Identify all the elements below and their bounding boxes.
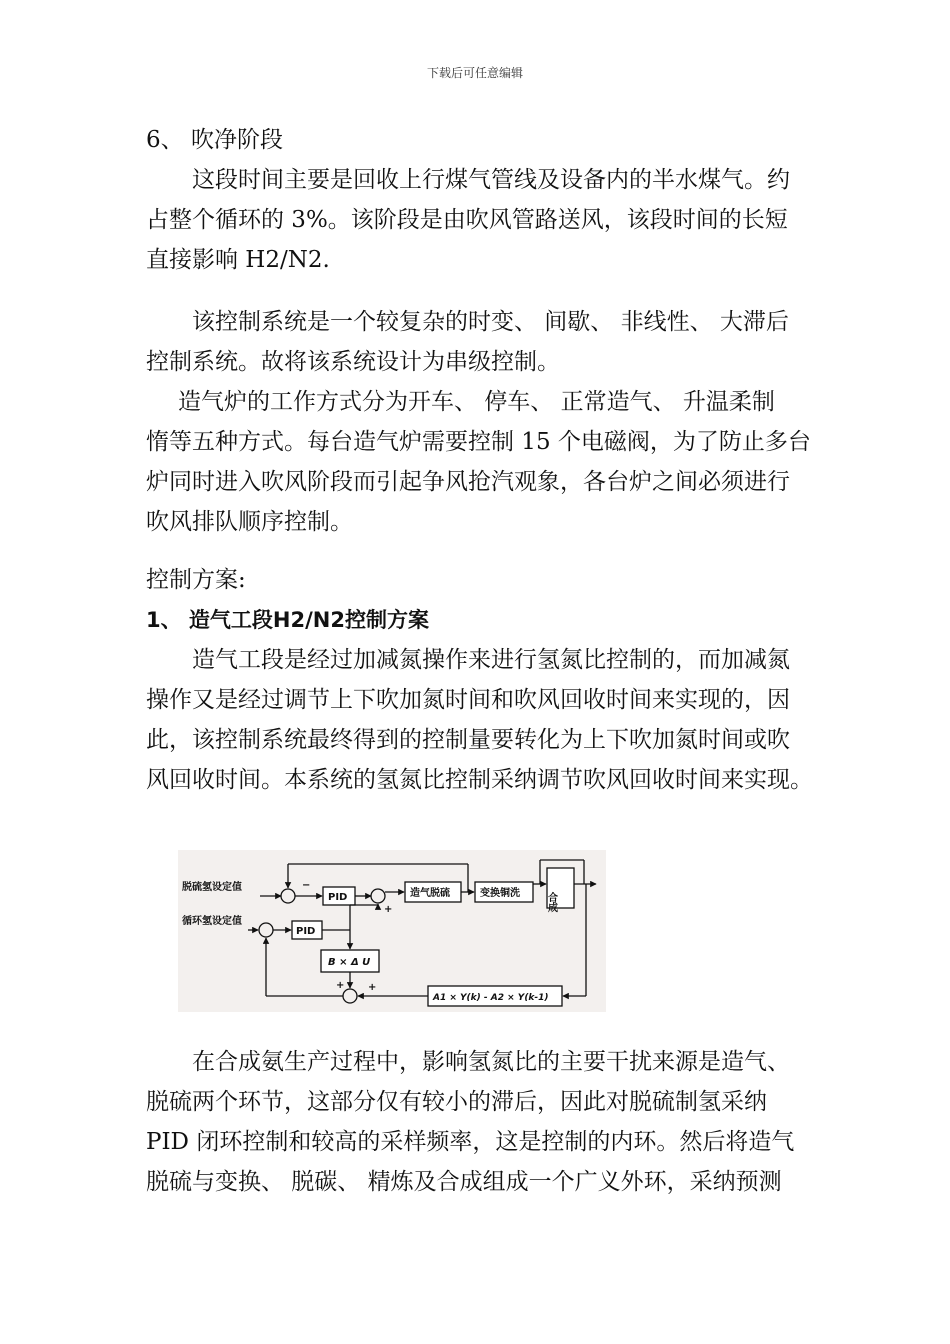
paragraph-line: 脱硫两个环节，这部分仅有较小的滞后，因此对脱硫制氢采纳 [146, 1089, 767, 1115]
bdu-label: B × Δ U [328, 957, 371, 968]
control-block-diagram [178, 850, 606, 1012]
minus-sign: − [302, 880, 311, 891]
paragraph-line: 吹风排队顺序控制。 [146, 509, 353, 535]
page-header-note: 下载后可任意编辑 [426, 66, 523, 80]
input-2-label: 循环氢设定值 [182, 916, 242, 927]
plus-sign: + [384, 904, 393, 915]
paragraph-line: 这段时间主要是回收上行煤气管线及设备内的半水煤气。约 [192, 167, 790, 193]
section-heading: 6、 吹净阶段 [146, 127, 283, 153]
synthesis-label: 合成 [545, 892, 557, 912]
paragraph-line: 占整个循环的 3%。该阶段是由吹风管路送风，该段时间的长短 [146, 207, 788, 233]
paragraph-line: PID 闭环控制和较高的采样频率，这是控制的内环。然后将造气 [146, 1129, 795, 1155]
shift-wash-label: 变换铜洗 [480, 888, 520, 899]
paragraph-line: 炉同时进入吹风阶段而引起争风抢汽观象，各台炉之间必须进行 [146, 469, 790, 495]
sum-junction-3 [371, 889, 385, 903]
sum-junction-4 [343, 989, 357, 1003]
sum-junction-2 [259, 923, 273, 937]
plus-sign: + [336, 980, 345, 991]
paragraph-line: 在合成氨生产过程中，影响氢氮比的主要干扰来源是造气、 [192, 1049, 790, 1075]
paragraph-line: 惰等五种方式。每台造气炉需要控制 15 个电磁阀，为了防止多台 [146, 429, 811, 455]
block-diagram-svg [178, 850, 606, 1012]
paragraph-line: 脱硫与变换、 脱碳、 精炼及合成组成一个广义外环，采纳预测 [146, 1169, 782, 1195]
pid-2-label: PID [296, 926, 316, 937]
plus-sign: + [368, 982, 377, 993]
paragraph-line: 造气炉的工作方式分为开车、 停车、 正常造气、 升温柔制 [178, 389, 775, 415]
paragraph-line: 操作又是经过调节上下吹加氮时间和吹风回收时间来实现的，因 [146, 687, 790, 713]
paragraph-line: 该控制系统是一个较复杂的时变、 间歇、 非线性、 大滞后 [192, 309, 789, 335]
pid-1-label: PID [328, 892, 348, 903]
main-content [146, 120, 811, 800]
paragraph-line: 风回收时间。本系统的氢氮比控制采纳调节吹风回收时间来实现。 [146, 767, 813, 793]
gas-desulfur-label: 造气脱硫 [410, 888, 450, 899]
paragraph-line: 造气工段是经过加减氮操作来进行氢氮比控制的，而加减氮 [192, 647, 790, 673]
sum-junction-1 [281, 889, 295, 903]
closing-content [146, 1042, 811, 1202]
predict-label: A1 × Y(k) - A2 × Y(k-1) [433, 993, 549, 1003]
scheme-title: 控制方案: [146, 567, 246, 593]
paragraph-line: 此，该控制系统最终得到的控制量要转化为上下吹加氮时间或吹 [146, 727, 790, 753]
paragraph-line: 控制系统。故将该系统设计为串级控制。 [146, 349, 560, 375]
input-1-label: 脱硫氢设定值 [182, 882, 242, 893]
paragraph-line: 直接影响 H2/N2. [146, 247, 330, 273]
scheme-subheading: 1、 造气工段H2/N2控制方案 [146, 608, 429, 632]
